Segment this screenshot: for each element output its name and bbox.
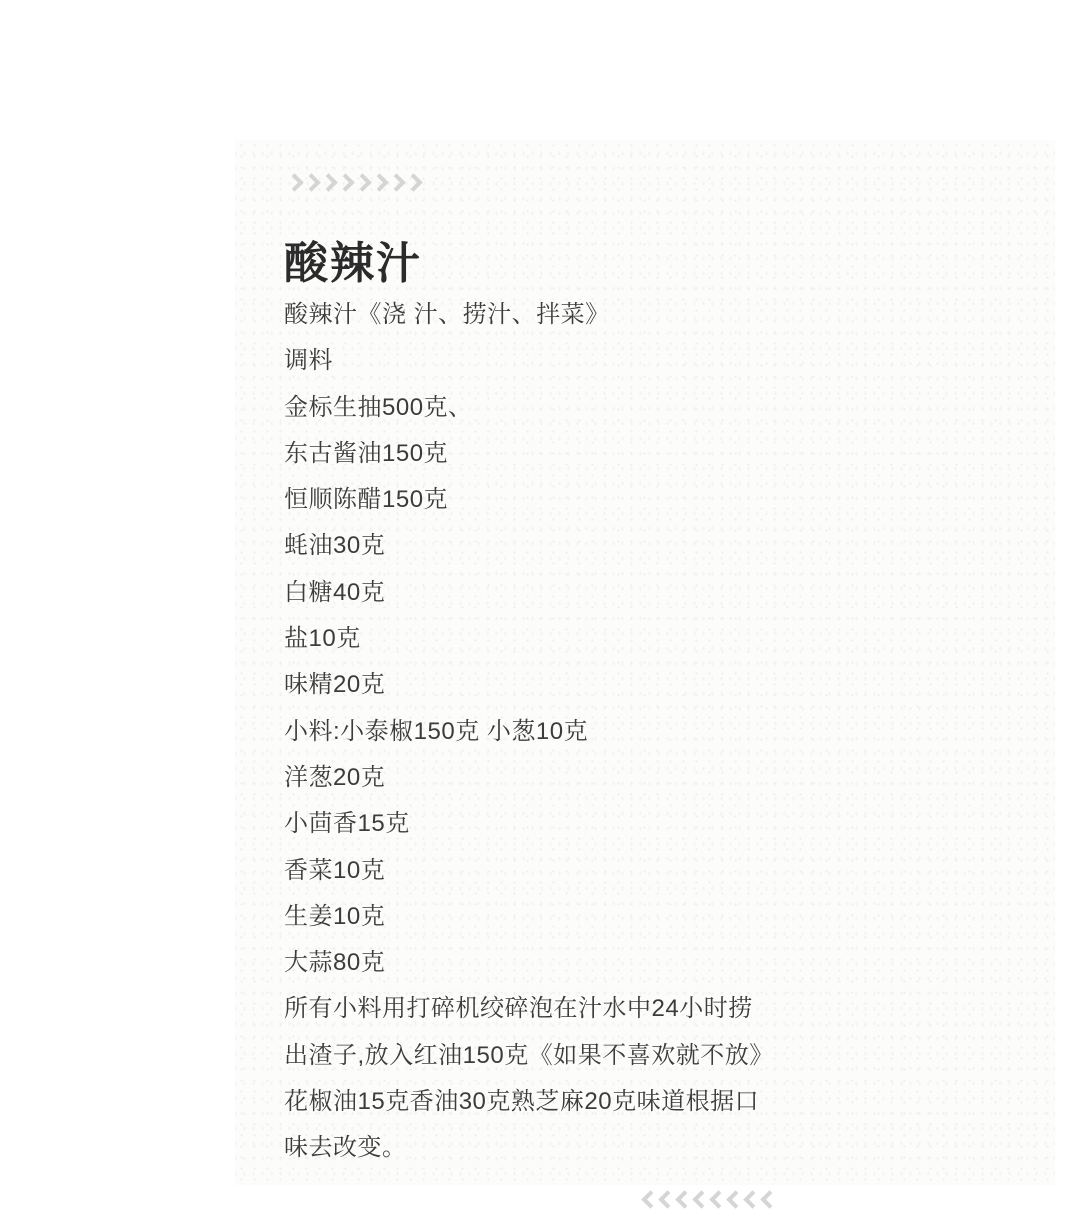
chevron-left-icon: [709, 1190, 727, 1208]
chevron-left-icon: [760, 1190, 778, 1208]
instruction-line: 花椒油15克香油30克熟芝麻20克味道根据口: [284, 1088, 760, 1116]
chevron-right-icon: [336, 173, 354, 191]
ingredient-line: 大蒜80克: [284, 949, 386, 977]
ingredient-line: 东古酱油150克: [284, 439, 449, 467]
chevron-right-icon: [285, 173, 303, 191]
ingredient-line: 生姜10克: [284, 902, 386, 930]
chevron-left-icon: [743, 1190, 761, 1208]
instruction-line: 所有小料用打碎机绞碎泡在汁水中24小时捞: [284, 995, 753, 1023]
ingredient-line: 白糖40克: [284, 578, 386, 606]
ingredient-line: 蚝油30克: [284, 532, 386, 560]
instruction-line: 出渣子,放入红油150克《如果不喜欢就不放》: [284, 1041, 774, 1069]
chevron-right-icon: [370, 173, 388, 191]
chevron-left-icon: [692, 1190, 710, 1208]
chevron-right-icon: [319, 173, 337, 191]
recipe-subtitle-line: 酸辣汁《浇 汁、捞汁、拌菜》: [284, 301, 610, 328]
chevron-left-icon: [675, 1190, 693, 1208]
ingredient-line: 洋葱20克: [284, 763, 386, 791]
recipe-body: [284, 292, 1024, 1172]
ingredient-line: 盐10克: [284, 625, 361, 653]
top-chevron-row: [286, 176, 422, 189]
ingredient-line: 味精20克: [284, 671, 386, 699]
ingredient-line: 小料:小泰椒150克 小葱10克: [284, 717, 589, 745]
chevron-right-icon: [404, 173, 422, 191]
bottom-chevron-row: [642, 1193, 778, 1206]
recipe-section-label: 调料: [284, 347, 333, 375]
ingredient-line: 恒顺陈醋150克: [284, 486, 449, 514]
chevron-left-icon: [658, 1190, 676, 1208]
page-title: 酸辣汁: [284, 239, 422, 289]
chevron-right-icon: [302, 173, 320, 191]
instruction-line: 味去改变。: [284, 1134, 407, 1162]
ingredient-line: 小茴香15克: [284, 810, 410, 838]
chevron-right-icon: [353, 173, 371, 191]
chevron-left-icon: [726, 1190, 744, 1208]
ingredient-line: 金标生抽500克、: [284, 393, 473, 421]
chevron-left-icon: [641, 1190, 659, 1208]
chevron-right-icon: [387, 173, 405, 191]
ingredient-line: 香菜10克: [284, 856, 386, 884]
